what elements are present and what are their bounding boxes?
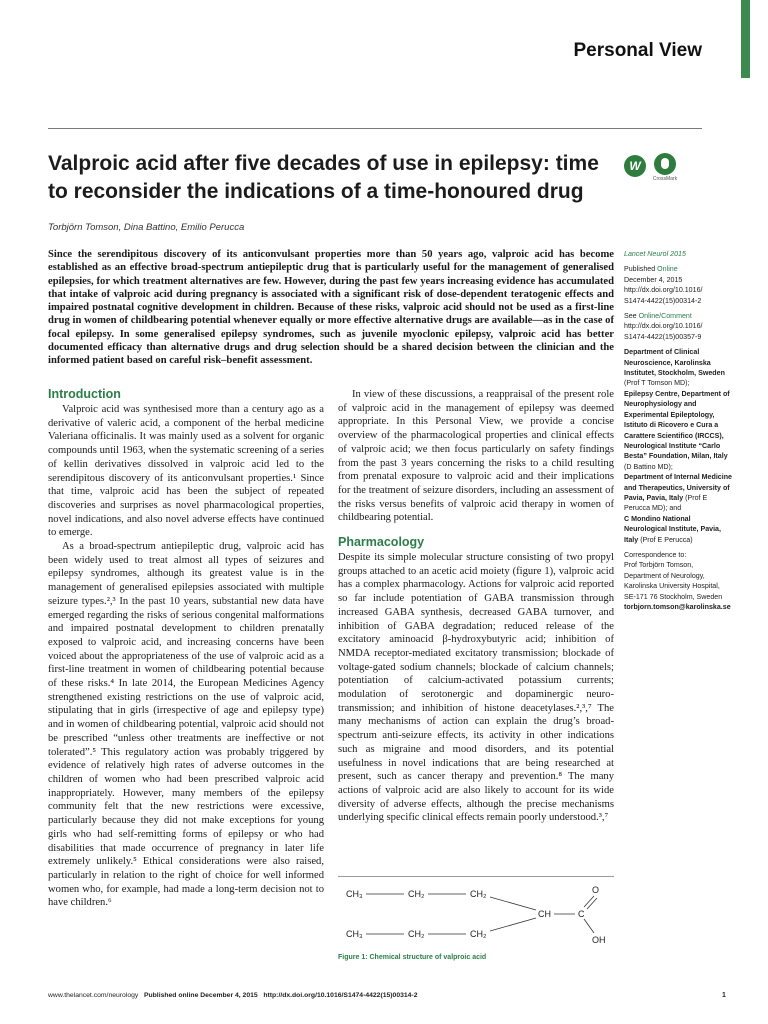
o-label: O	[592, 885, 600, 895]
footer-doi[interactable]: http://dx.doi.org/10.1016/S1474-4422(15)00314-2	[263, 992, 418, 999]
oh-label: OH	[592, 935, 606, 945]
crossmark-label: CrossMark	[652, 176, 678, 182]
page-footer	[48, 992, 417, 999]
correspondence-name: Prof Torbjörn Tomson,	[624, 561, 694, 570]
pharmacology-heading: Pharmacology	[338, 535, 425, 550]
section-label: Personal View	[573, 40, 702, 61]
affiliation-3: Department of Internal Medicine and Therapeutics, University of Pavia, Pavia, Italy (Prof E Perucca MD); and	[624, 473, 732, 513]
correspondence-address-1: Department of Neurology,	[624, 571, 705, 580]
correspondence-email[interactable]: torbjorn.tomson@karolinska.se	[624, 603, 731, 611]
footer-published: Published online December 4, 2015	[143, 992, 258, 999]
bond-top-3	[490, 897, 536, 910]
bond-c-o-double-a	[584, 896, 594, 907]
ch-label: CH	[538, 909, 551, 919]
correspondence-address-3: SE-171 76 Stockholm, Sweden	[624, 592, 723, 601]
valproic-acid-structure-diagram	[338, 877, 614, 949]
ch2-top-b-label: CH₂	[470, 889, 487, 899]
doi-line-1[interactable]: http://dx.doi.org/10.1016/	[624, 286, 703, 295]
published-date: December 4, 2015	[624, 275, 683, 284]
journal-citation: Lancet Neurol 2015	[624, 250, 686, 258]
affiliation-4: C Mondino National Neurological Institute, Pavia, Italy (Prof E Perucca)	[624, 514, 721, 544]
bond-c-oh	[584, 919, 594, 933]
correspondence-address-2: Karolinska University Hospital,	[624, 582, 720, 591]
section-color-bar	[741, 0, 750, 78]
body-column-right	[338, 388, 614, 825]
ch3-bottom-label: CH₃	[346, 929, 363, 939]
doi-line-2[interactable]: S1474-4422(15)00314-2	[624, 296, 702, 305]
c-label: C	[578, 909, 585, 919]
bond-bottom-3	[490, 918, 536, 931]
ch2-bottom-b-label: CH₂	[470, 929, 487, 939]
crossmark-icon	[654, 153, 676, 175]
comment-doi-2[interactable]: S1474-4422(15)00357-9	[624, 332, 702, 341]
affiliation-2: Epilepsy Centre, Department of Neurophysiology and Experimental Epileptology, Istituto di Ricovero e Cura a Carattere Scientifico (IRCCS), Neurological Institute “Carlo Besta” Foundation, Milan, Italy (D Battino MD);	[624, 389, 730, 471]
figure-caption: Figure 1: Chemical structure of valproic acid	[338, 954, 487, 961]
article-title: Valproic acid after five decades of use in epilepsy: time to reconsider the indications of a time-honoured drug	[48, 152, 599, 203]
comment-link[interactable]: Online/Comment	[638, 312, 692, 321]
intro-paragraph-2: As a broad-spectrum antiepileptic drug, valproic acid has been widely used to treat almost all types of seizures and epilepsy syndromes, although its greatest value is in the management of generalised epilepsies associated with multiple seizure types.²,³ In the past 10 years, substantial new data have emerged regarding the risks of serious congenital malformations and impaired postnatal development to children prenatally exposed to valproic acid, and increasing concerns have been voiced about the appropriateness of the use of valproic acid as a first-line treatment in women of childbearing potential because of these risks.⁴ In late 2014, the European Medicines Agency strengthened existing restrictions on the use of valproic acid, stipulating that in girls (irrespective of age and epilepsy type) and in women of childbearing potential, valproic acid should not be prescribed “unless other treatments are ineffective or not tolerated”.⁵ This regulatory action was probably triggered by evidence of relatively high rates of adverse outcomes in the children of women who had been prescribed valproic acid inappropriately. However, many members of the epilepsy community felt that the new restrictions were excessive, particularly because they did not make exceptions for young girls who had self-remitting forms of epilepsy or who had disabilities that made occurrence of pregnancy in later life extremely unlikely.⁵ Ethical considerations were also raised, particularly in relation to the right of choice for well informed women who, for example, had made a long-term decision not to have children.⁶	[48, 541, 324, 909]
body-column-left	[48, 386, 324, 910]
published-line	[624, 264, 734, 274]
ch3-top-label: CH₃	[346, 889, 363, 899]
see-label: See	[624, 312, 637, 321]
figure-chemical-structure	[338, 876, 614, 949]
open-access-badge-icon[interactable]: W	[624, 155, 646, 177]
correspondence-label: Correspondence to:	[624, 550, 687, 559]
header-divider	[48, 128, 702, 129]
online-link[interactable]: Online	[657, 265, 678, 274]
ch2-top-a-label: CH₂	[408, 889, 425, 899]
intro-paragraph-3: In view of these discussions, a reappraisal of the present role of valproic acid in the management of epilepsy was deemed appropriate. In this Personal View, we provide a concise overview of the pharmacological properties and clinical effects of valproic acid; we then focus particularly on safety findings from the past 3 years concerning the risks to a child resulting from prenatal exposure to valproic acid and their implications for the treatment of seizure disorders, including an assessment of the risks versus benefits of valproic acid therapy in women of childbearing potential.	[338, 389, 614, 524]
author-list: Torbjörn Tomson, Dina Battino, Emilio Perucca	[48, 222, 245, 233]
affiliation-1: Department of Clinical Neuroscience, Karolinska Institutet, Stockholm, Sweden (Prof T Tomson MD);	[624, 348, 725, 388]
published-label: Published	[624, 265, 656, 274]
crossmark-badge[interactable]	[652, 153, 678, 182]
page-number: 1	[722, 992, 726, 999]
pharmacology-paragraph: Despite its simple molecular structure consisting of two propyl groups attached to an acetic acid moiety (figure 1), valproic acid has a complex pharmacology. Actions for valproic acid reported so far include potentiation of GABA transmission through increased GABA synthesis, decreased GABA turnover, and inhibition of GABA degradation; reduced release of the excitatory aminoacid β-hydroxybutyric acid; inhibition of NMDA receptor-mediated excitatory transmission; blockade of voltage-gated sodium channels; blockade of calcium channels; potentiation of calcium-activated potassium currents; modulation of serotonergic and dopaminergic neuro-transmission; and inhibition of histone deacetylases.²,³,⁷ The many mechanisms of action can explain the drug’s broad-spectrum anti-seizure effects, its activity in other indications such as migraine and mood disorders, and its potential usefulness in novel indications that are being researched at present, such as cancer therapy and prevention.⁸ The many actions of valproic acid are also likely to account for its wide diversity of adverse effects, although the precise mechanisms underlying specific clinical effects remain poorly understood.³,⁷	[338, 552, 614, 824]
comment-doi-1[interactable]: http://dx.doi.org/10.1016/	[624, 322, 703, 331]
intro-paragraph-1: Valproic acid was synthesised more than a century ago as a derivative of valeric acid, a component of the herbal medicine Valeriana officinalis. It was mainly used as a solvent for organic compounds until 1963, when the systematic screening of a series of kellin derivatives dissolved in valproic acid led to the serendipitous discovery of its anticonvulsant properties.¹ Since that time, valproic acid has been the subject of repeated discoveries and surprises as novel pharmacological properties, novel indications, and also novel adverse effects have continued to emerge.	[48, 404, 324, 539]
footer-site[interactable]: www.thelancet.com/neurology	[48, 992, 139, 999]
bond-c-o-double-b	[587, 898, 597, 909]
ch2-bottom-a-label: CH₂	[408, 929, 425, 939]
introduction-heading: Introduction	[48, 387, 121, 401]
sidebar-metadata	[624, 249, 734, 612]
abstract: Since the serendipitous discovery of its anticonvulsant properties more than 50 years ago, valproic acid has become established as an effective broad-spectrum antiepileptic drug that is particularly useful for the management of generalised epilepsies, for which treatment alternatives are few. However, during the past few years increasing evidence has accumulated that intake of valproic acid during pregnancy is associated with a significant risk of dose-dependent teratogenic effects and impaired postnatal cognitive development in children. Because of these risks, valproic acid should not be used as a first-line drug in women of childbearing potential whenever equally or more effective alternative drugs are available—as in the case of focal epilepsy. In some generalised epilepsy syndromes, such as juvenile myoclonic epilepsy, valproic acid has better documented efficacy than alternative drugs and drug selection should be a shared decision between the clinician and the informed patient based on careful risk–benefit assessment.	[48, 249, 614, 367]
see-line	[624, 311, 734, 321]
